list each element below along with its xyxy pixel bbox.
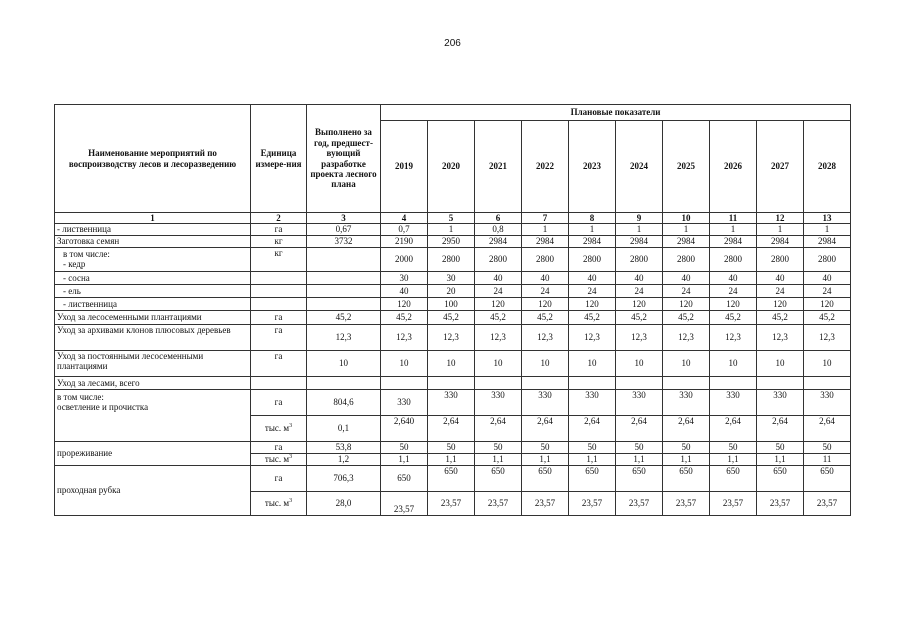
row-unit <box>251 271 307 284</box>
value-cell: 1,1 <box>522 453 569 465</box>
value-cell: 24 <box>616 284 663 297</box>
row-name-line: осветление и прочистка <box>57 402 149 413</box>
value-cell: 1,1 <box>616 453 663 465</box>
row-name: - ель <box>55 284 251 297</box>
value-cell: 330 <box>475 389 522 415</box>
value-cell: 23,57 <box>710 491 757 515</box>
row-unit: тыс. $м^3$ <box>251 415 307 441</box>
value-cell: 1,1 <box>569 453 616 465</box>
table-row-larch <box>55 224 851 235</box>
year-cell: 2026 <box>710 121 757 213</box>
value-cell: 0,7 <box>381 224 428 235</box>
value-cell: 12,3 <box>663 324 710 350</box>
value-cell: 12,3 <box>710 324 757 350</box>
row-unit: га <box>251 465 307 491</box>
table-row-archives <box>55 324 851 350</box>
value-cell: 45,2 <box>663 310 710 324</box>
row-unit: га <box>251 324 307 350</box>
value-cell: 20 <box>428 284 475 297</box>
value-cell: 2,64 <box>428 415 475 441</box>
year-cell: 2028 <box>804 121 851 213</box>
value-cell: 2,64 <box>522 415 569 441</box>
row-done: 706,3 <box>307 465 381 491</box>
row-unit: га <box>251 441 307 453</box>
value-cell: 12,3 <box>616 324 663 350</box>
value-cell: 120 <box>663 297 710 310</box>
value-cell: 50 <box>804 441 851 453</box>
value-cell: 120 <box>804 297 851 310</box>
value-cell: 45,2 <box>381 310 428 324</box>
value-cell: 2,64 <box>663 415 710 441</box>
value-cell: 1 <box>569 224 616 235</box>
row-name-line: в том числе: <box>57 391 104 402</box>
value-cell: 330 <box>381 389 428 415</box>
value-cell: 2,64 <box>757 415 804 441</box>
row-name: прореживание <box>55 441 251 465</box>
value-cell: 50 <box>381 441 428 453</box>
value-cell: 120 <box>569 297 616 310</box>
value-cell: 1 <box>804 224 851 235</box>
row-done: 10 <box>307 350 381 376</box>
value-cell: 10 <box>522 350 569 376</box>
value-cell: 12,3 <box>428 324 475 350</box>
value-cell: 24 <box>663 284 710 297</box>
col-num: 3 <box>307 213 381 224</box>
value-cell: 2800 <box>569 247 616 271</box>
header-done: Выполнено за год, предшест-вующий разработке проекта лесного плана <box>307 105 381 213</box>
table-row-clearing-ha <box>55 389 851 415</box>
value-cell: 10 <box>569 350 616 376</box>
value-cell: 2984 <box>569 235 616 247</box>
value-cell: 40 <box>522 271 569 284</box>
table-row-thinning-ha <box>55 441 851 453</box>
col-num: 1 <box>55 213 251 224</box>
year-cell: 2019 <box>381 121 428 213</box>
table-row-care-total <box>55 376 851 389</box>
value-cell: 1 <box>757 224 804 235</box>
value-cell: 23,57 <box>757 491 804 515</box>
value-cell: 1,1 <box>663 453 710 465</box>
value-cell: 2,64 <box>569 415 616 441</box>
row-name: Уход за лесосеменными плантациями <box>55 310 251 324</box>
value-cell: 10 <box>663 350 710 376</box>
value-cell: 2950 <box>428 235 475 247</box>
col-num: 2 <box>251 213 307 224</box>
row-unit: га <box>251 310 307 324</box>
value-cell: 2800 <box>522 247 569 271</box>
value-cell: 1,1 <box>428 453 475 465</box>
value-cell: 120 <box>710 297 757 310</box>
col-num: 4 <box>381 213 428 224</box>
year-cell: 2024 <box>616 121 663 213</box>
value-cell: 45,2 <box>804 310 851 324</box>
value-cell: 2800 <box>663 247 710 271</box>
value-cell: 120 <box>381 297 428 310</box>
value-cell: 45,2 <box>569 310 616 324</box>
value-cell: 23,57 <box>616 491 663 515</box>
value-cell: 45,2 <box>757 310 804 324</box>
value-cell: 12,3 <box>804 324 851 350</box>
value-cell: 330 <box>569 389 616 415</box>
value-cell: 650 <box>428 465 475 491</box>
value-cell: 50 <box>757 441 804 453</box>
value-cell: 10 <box>710 350 757 376</box>
value-cell: 10 <box>428 350 475 376</box>
row-unit <box>251 297 307 310</box>
row-done: 3732 <box>307 235 381 247</box>
row-name: Уход за архивами клонов плюсовых деревьев <box>55 324 251 350</box>
year-cell: 2027 <box>757 121 804 213</box>
col-num: 6 <box>475 213 522 224</box>
value-cell: 330 <box>757 389 804 415</box>
value-cell: 2800 <box>757 247 804 271</box>
value-cell: 2984 <box>522 235 569 247</box>
value-cell: 40 <box>616 271 663 284</box>
value-cell: 23,57 <box>428 491 475 515</box>
forest-plan-table <box>54 104 851 516</box>
value-cell: 50 <box>663 441 710 453</box>
value-cell: 1 <box>616 224 663 235</box>
year-cell: 2020 <box>428 121 475 213</box>
row-name: проходная рубка <box>55 465 251 515</box>
value-cell: 24 <box>522 284 569 297</box>
value-cell: 2984 <box>710 235 757 247</box>
value-cell: 2984 <box>757 235 804 247</box>
row-done <box>307 247 381 271</box>
value-cell: 1,1 <box>710 453 757 465</box>
col-num: 8 <box>569 213 616 224</box>
value-cell: 12,3 <box>757 324 804 350</box>
value-cell: 1 <box>663 224 710 235</box>
row-done: 1,2 <box>307 453 381 465</box>
value-cell: 45,2 <box>710 310 757 324</box>
row-name-line: в том числе: <box>63 248 110 259</box>
value-cell: 330 <box>663 389 710 415</box>
value-cell: 2,64 <box>710 415 757 441</box>
value-cell: 50 <box>616 441 663 453</box>
value-cell: 1,1 <box>381 453 428 465</box>
row-name: Уход за лесами, всего <box>55 376 251 389</box>
value-cell: 2800 <box>475 247 522 271</box>
value-cell: 2,64 <box>475 415 522 441</box>
header-row <box>55 105 851 121</box>
row-name <box>55 247 251 271</box>
value-cell: 2800 <box>710 247 757 271</box>
value-cell: 650 <box>663 465 710 491</box>
header-name: Наименование мероприятий по воспроизводству лесов и лесоразведению <box>55 105 251 213</box>
value-cell: 24 <box>710 284 757 297</box>
value-cell: 1 <box>522 224 569 235</box>
value-cell: 24 <box>475 284 522 297</box>
row-unit <box>251 284 307 297</box>
row-name: Уход за постоянными лесосеменными плантациями <box>55 350 251 376</box>
value-cell: 12,3 <box>475 324 522 350</box>
page-number: 206 <box>444 38 461 49</box>
value-cell: 40 <box>757 271 804 284</box>
col-num: 11 <box>710 213 757 224</box>
row-unit: кг <box>251 235 307 247</box>
value-cell: 100 <box>428 297 475 310</box>
value-cell: 11 <box>804 453 851 465</box>
value-cell: 2,640 <box>381 415 428 441</box>
col-num: 7 <box>522 213 569 224</box>
row-done <box>307 297 381 310</box>
col-num: 13 <box>804 213 851 224</box>
row-unit: тыс. $м^3$ <box>251 491 307 515</box>
value-cell: 650 <box>710 465 757 491</box>
year-cell: 2022 <box>522 121 569 213</box>
col-num: 10 <box>663 213 710 224</box>
value-cell: 40 <box>804 271 851 284</box>
value-cell: 330 <box>428 389 475 415</box>
value-cell: 50 <box>569 441 616 453</box>
row-name <box>55 389 251 441</box>
value-cell: 23,57 <box>663 491 710 515</box>
row-name-line: - кедр <box>63 259 86 270</box>
value-cell: 120 <box>757 297 804 310</box>
value-cell: 50 <box>710 441 757 453</box>
value-cell: 40 <box>569 271 616 284</box>
value-cell: 10 <box>757 350 804 376</box>
value-cell: 1,1 <box>475 453 522 465</box>
row-done: 53,8 <box>307 441 381 453</box>
value-cell: 50 <box>475 441 522 453</box>
row-done <box>307 284 381 297</box>
value-cell: 330 <box>710 389 757 415</box>
value-cell: 24 <box>757 284 804 297</box>
row-unit: кг <box>251 247 307 271</box>
value-cell: 23,57 <box>569 491 616 515</box>
value-cell: 45,2 <box>522 310 569 324</box>
value-cell: 650 <box>381 465 428 491</box>
value-cell: 2,64 <box>804 415 851 441</box>
row-name: - лиственница <box>55 297 251 310</box>
value-cell: 1,1 <box>757 453 804 465</box>
row-name: - сосна <box>55 271 251 284</box>
row-done: 45,2 <box>307 310 381 324</box>
value-cell: 2984 <box>804 235 851 247</box>
table-row-larch-seeds <box>55 297 851 310</box>
row-done: 0,1 <box>307 415 381 441</box>
value-cell: 120 <box>616 297 663 310</box>
value-cell: 2984 <box>616 235 663 247</box>
value-cell: 23,57 <box>475 491 522 515</box>
value-cell: 10 <box>381 350 428 376</box>
table-row-permanent-plantations <box>55 350 851 376</box>
value-cell: 650 <box>569 465 616 491</box>
col-num: 5 <box>428 213 475 224</box>
table-row-seed-plantations <box>55 310 851 324</box>
row-done: 0,67 <box>307 224 381 235</box>
value-cell: 23,57 <box>804 491 851 515</box>
value-cell: 30 <box>428 271 475 284</box>
value-cell: 50 <box>522 441 569 453</box>
value-cell: 10 <box>804 350 851 376</box>
row-done: 12,3 <box>307 324 381 350</box>
value-cell: 650 <box>804 465 851 491</box>
value-cell: 10 <box>616 350 663 376</box>
row-done: 28,0 <box>307 491 381 515</box>
row-done: 804,6 <box>307 389 381 415</box>
year-cell: 2021 <box>475 121 522 213</box>
row-unit: га <box>251 224 307 235</box>
column-numbers-row <box>55 213 851 224</box>
value-cell: 45,2 <box>428 310 475 324</box>
row-unit: га <box>251 350 307 376</box>
value-cell: 2000 <box>381 247 428 271</box>
value-cell: 2800 <box>616 247 663 271</box>
value-cell: 23,57 <box>522 491 569 515</box>
value-cell: 650 <box>757 465 804 491</box>
value-cell: 40 <box>381 284 428 297</box>
value-cell: 45,2 <box>475 310 522 324</box>
value-cell: 0,8 <box>475 224 522 235</box>
value-cell: 2984 <box>475 235 522 247</box>
value-cell: 2800 <box>428 247 475 271</box>
value-cell: 40 <box>475 271 522 284</box>
value-cell: 2800 <box>804 247 851 271</box>
table-row-spruce <box>55 284 851 297</box>
table-row-cedar <box>55 247 851 271</box>
year-cell: 2023 <box>569 121 616 213</box>
row-name: Заготовка семян <box>55 235 251 247</box>
col-num: 12 <box>757 213 804 224</box>
col-num: 9 <box>616 213 663 224</box>
value-cell: 24 <box>804 284 851 297</box>
value-cell: 1 <box>428 224 475 235</box>
value-cell: 45,2 <box>616 310 663 324</box>
year-cell: 2025 <box>663 121 710 213</box>
row-name: - лиственница <box>55 224 251 235</box>
row-done <box>307 271 381 284</box>
row-unit: га <box>251 389 307 415</box>
value-cell: 2,64 <box>616 415 663 441</box>
value-cell: 2984 <box>663 235 710 247</box>
value-cell: 1 <box>710 224 757 235</box>
value-cell: 2190 <box>381 235 428 247</box>
value-cell: 23,57 <box>381 491 428 515</box>
value-cell: 40 <box>710 271 757 284</box>
header-planned: Плановые показатели <box>381 105 851 121</box>
value-cell: 330 <box>616 389 663 415</box>
value-cell: 50 <box>428 441 475 453</box>
table-row-pine <box>55 271 851 284</box>
value-cell: 40 <box>663 271 710 284</box>
value-cell: 10 <box>475 350 522 376</box>
table-row-seeds <box>55 235 851 247</box>
value-cell: 330 <box>522 389 569 415</box>
value-cell: 650 <box>522 465 569 491</box>
value-cell: 30 <box>381 271 428 284</box>
value-cell: 330 <box>804 389 851 415</box>
table-row-passage-ha <box>55 465 851 491</box>
row-unit: тыс. $м^3$ <box>251 453 307 465</box>
value-cell: 12,3 <box>522 324 569 350</box>
value-cell: 12,3 <box>569 324 616 350</box>
value-cell: 120 <box>522 297 569 310</box>
value-cell: 12,3 <box>381 324 428 350</box>
value-cell: 650 <box>475 465 522 491</box>
value-cell: 650 <box>616 465 663 491</box>
value-cell: 24 <box>569 284 616 297</box>
value-cell: 120 <box>475 297 522 310</box>
header-unit: Единица измере-ния <box>251 105 307 213</box>
